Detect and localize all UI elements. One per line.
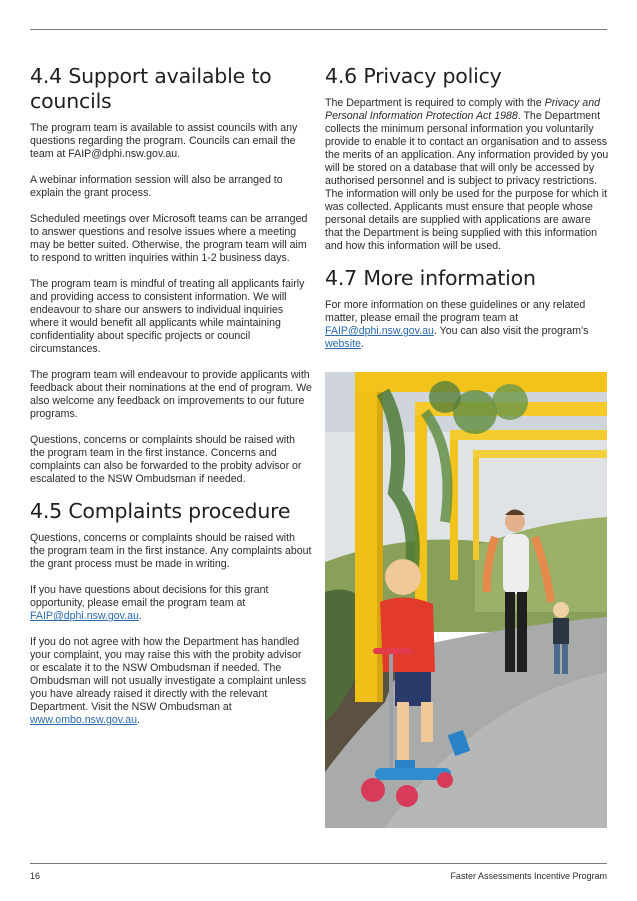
section-4-6-heading: 4.6 Privacy policy [325,64,502,88]
privacy-act-name: Privacy and Personal Information Protection Act 1988 [325,97,600,122]
faip-email-link[interactable]: FAIP@dphi.nsw.gov.au [30,610,139,622]
s44-paragraph-5: The program team will endeavour to provide applicants with feedback about their nominations at the end of program. We also welcome any feedback on improvements to our future programs. [30,369,312,420]
s45-paragraph-2 [30,584,312,623]
s45-p3-end: . [136,714,140,726]
section-4-5-heading: 4.5 Complaints procedure [30,499,291,523]
ombudsman-link[interactable]: www.ombo.nsw.gov.au [30,714,137,726]
footer-rule [30,863,607,864]
s44-paragraph-4: The program team is mindful of treating all applicants fairly and providing access to consistent information. We will endeavour to share our answers to individual inquiries where it would benefit all applicants while maintaining confidentiality about specific projects or council circumstances. [30,278,305,355]
s44-paragraph-6: Questions, concerns or complaints should be raised with the program team in the first instance. Concerns and complaints can also be forwarded to the probity advisor or escalated to the NSW Ombudsman if needed. [30,434,302,485]
s47-p1-c: . [360,338,364,350]
s45-p2-text: If you have questions about decisions for this grant opportunity, please email the program team at [30,584,269,609]
s47-p1-b: . You can also visit the program's [433,325,589,337]
left-column [30,64,312,740]
s46-paragraph-1 [325,97,609,253]
park-photo [325,372,607,828]
header-rule [30,29,607,30]
section-4-4-heading: 4.4 Support available to councils [30,64,272,113]
right-column [325,64,609,364]
s46-p1-a: The Department is required to comply with the [325,97,545,109]
website-link[interactable]: website [325,338,361,350]
s47-p1-a: For more information on these guidelines or any related matter, please email the program team at [325,299,586,324]
more-info-email-link[interactable]: FAIP@dphi.nsw.gov.au [325,325,434,337]
s47-paragraph-1 [325,299,609,351]
page-number: 16 [30,871,41,881]
s44-paragraph-1: The program team is available to assist councils with any questions regarding the program. Councils can email the team at FAIP@dphi.nsw.gov.au. [30,122,298,160]
document-title: Faster Assessments Incentive Program [450,871,607,881]
s45-p3-text: If you do not agree with how the Department has handled your complaint, you may raise this with the probity advisor or escalate it to the NSW Ombudsman if needed. The Ombudsman will not usually investigate a complaint unless you have already raised it directly with the relevant Department. Visit the NSW Ombudsman at [30,636,307,713]
section-4-7-heading: 4.7 More information [325,266,536,290]
s45-p2-end: . [138,610,142,622]
s44-paragraph-2: A webinar information session will also be arranged to explain the grant process. [30,174,283,199]
s45-paragraph-3 [30,636,312,727]
s45-paragraph-1: Questions, concerns or complaints should be raised with the program team in the first instance. Any complaints about the grant process must be made in writing. [30,532,312,570]
s44-paragraph-3: Scheduled meetings over Microsoft teams can be arranged to answer questions and resolve issues where a meeting may be better suited. Otherwise, the program team will aim to respond to written inquiries within 1-2 business days. [30,213,308,264]
s46-p1-b: . The Department collects the minimum personal information you voluntarily provide to enable it to contact an organisation and to assess the merits of an application. Any information provided by you will be stored on a database that will only be accessed by authorised personnel and is subject to privacy restrictions. The information will only be used for the purpose for which it was collected. Applicants must ensure that people whose personal details are supplied with applications are aware that the Department is being supplied with this information and how this information will be used. [325,110,609,252]
